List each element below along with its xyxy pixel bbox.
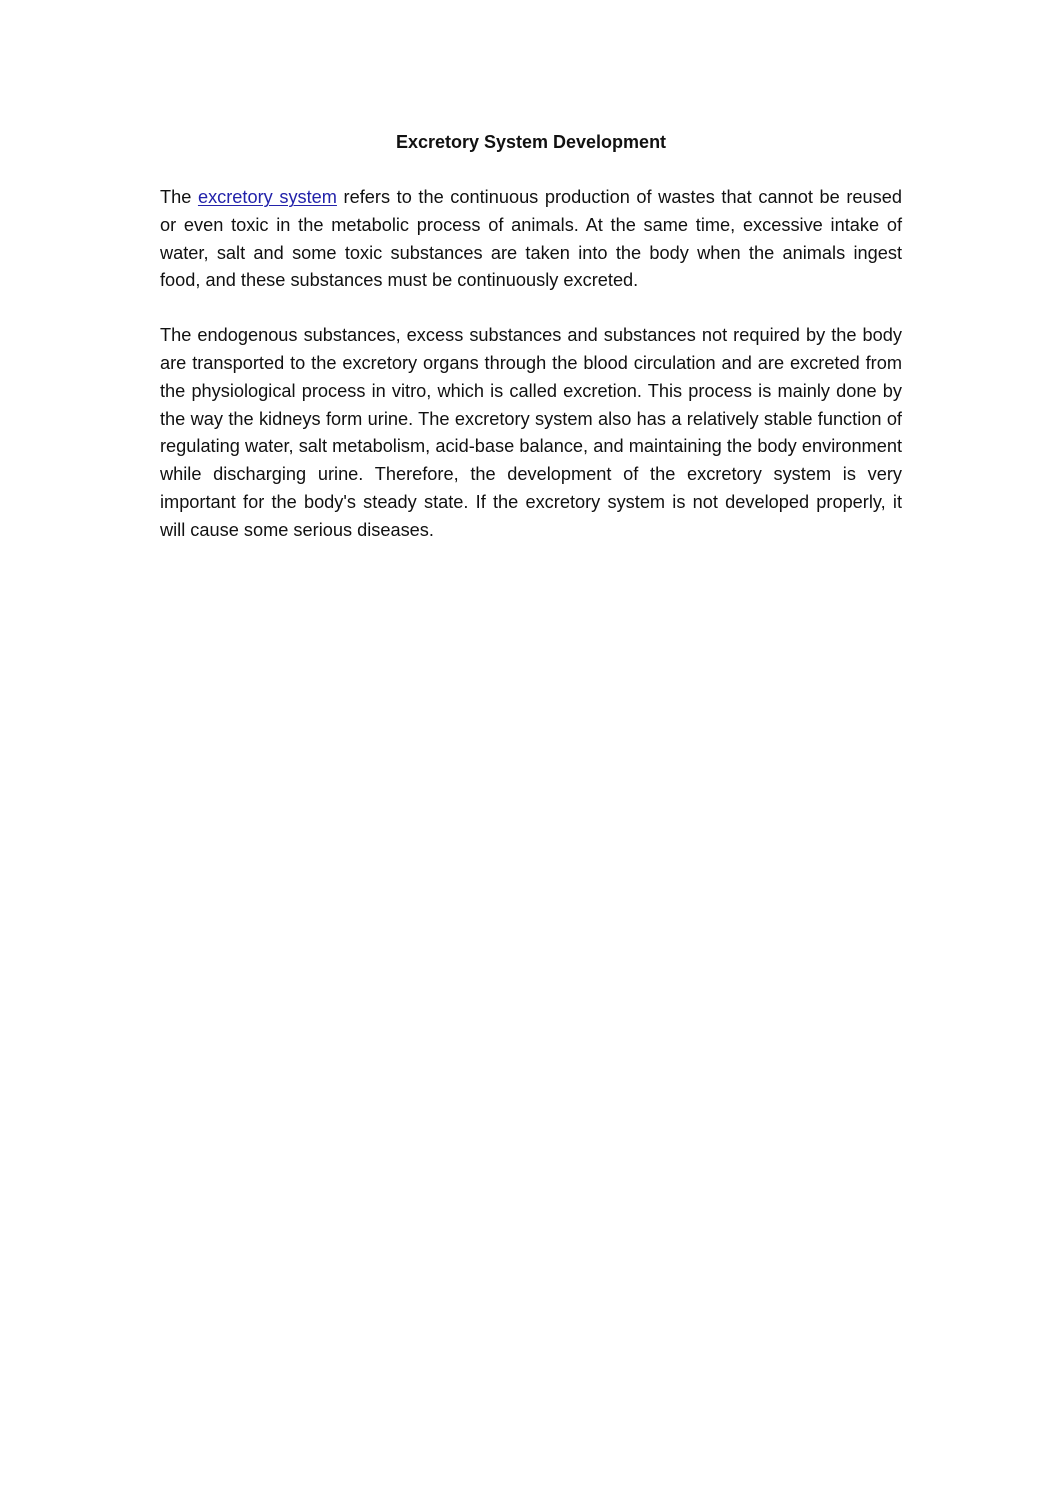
paragraph-intro [160, 184, 902, 295]
paragraph-intro-rest: refers to the continuous production of wastes that cannot be reused or even toxic in the metabolic process of animals. At the same time, excessive intake of water, salt and some toxic substances are taken into the body when the animals ingest food, and these substances must be continuously excreted. [160, 187, 902, 291]
document-body [160, 128, 902, 572]
paragraph-intro-lead: The [160, 187, 198, 207]
paragraph-excretion: The endogenous substances, excess substances and substances not required by the body are transported to the excretory organs through the blood circulation and are excreted from the physiological process in vitro, which is called excretion. This process is mainly done by the way the kidneys form urine. The excretory system also has a relatively stable function of regulating water, salt metabolism, acid-base balance, and maintaining the body environment while discharging urine. Therefore, the development of the excretory system is very important for the body's steady state. If the excretory system is not developed properly, it will cause some serious diseases. [160, 325, 902, 540]
page-title: Excretory System Development [395, 132, 667, 152]
excretory-system-link[interactable]: excretory system [197, 187, 337, 207]
